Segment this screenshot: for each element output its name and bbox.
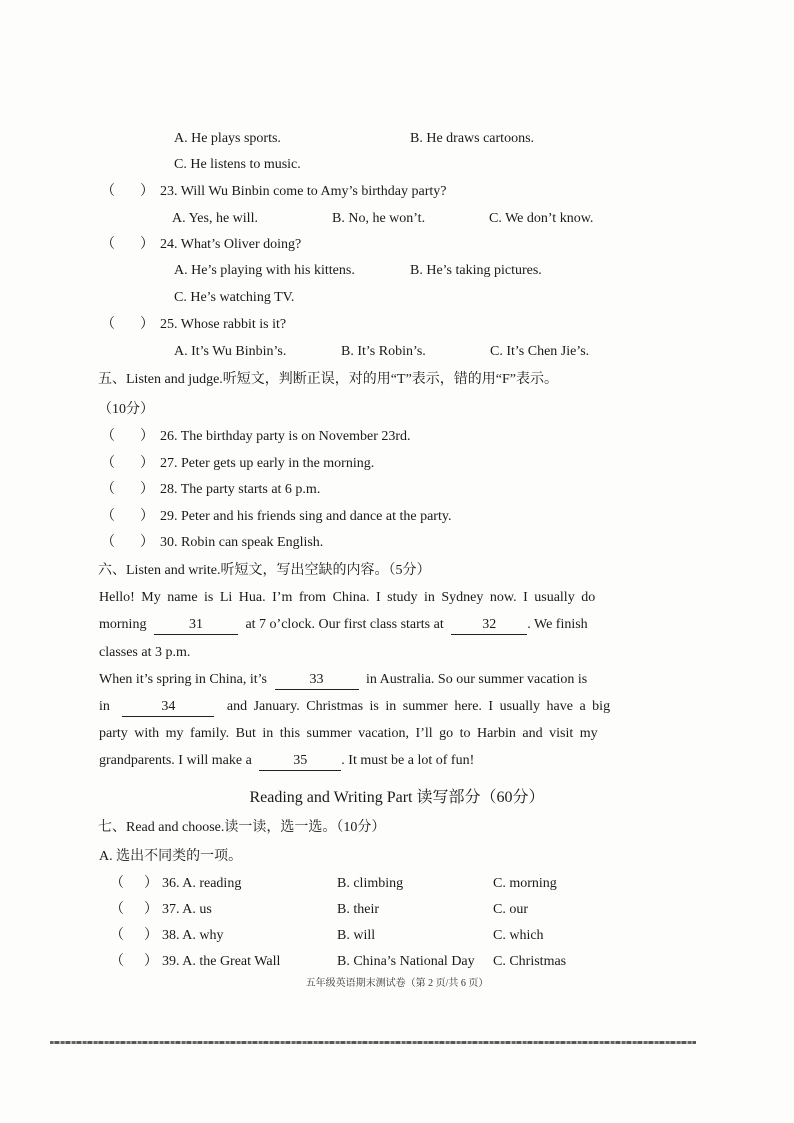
q23-option-a: A. Yes, he will. xyxy=(172,211,258,226)
passage-text: When it’s spring in China, it’s xyxy=(99,672,267,687)
page-bottom-rule xyxy=(50,1041,696,1044)
q29-statement: 29. Peter and his friends sing and dance at the party. xyxy=(160,509,452,524)
q23-bracket-open: （ xyxy=(101,184,115,199)
q24-option-a: A. He’s playing with his kittens. xyxy=(174,263,355,278)
q23-bracket-close: ） xyxy=(140,184,154,199)
blank-34[interactable]: 34 xyxy=(122,698,214,717)
q24-bracket-close: ） xyxy=(140,237,154,252)
q38-option-c: C. which xyxy=(493,928,544,943)
q37-option-a: 37. A. us xyxy=(162,902,212,917)
q37-option-c: C. our xyxy=(493,902,528,917)
q25-bracket-close: ） xyxy=(140,317,154,332)
q24-option-b: B. He’s taking pictures. xyxy=(410,263,542,278)
blank-31[interactable]: 31 xyxy=(154,616,238,635)
passage-line-7 xyxy=(99,752,619,771)
q25-option-a: A. It’s Wu Binbin’s. xyxy=(174,344,287,359)
section7-subheading: A. 选出不同类的一项。 xyxy=(99,849,243,864)
q23-option-b: B. No, he won’t. xyxy=(332,211,426,226)
q37-option-b: B. their xyxy=(337,902,379,917)
q30-bracket-close: ） xyxy=(140,535,154,550)
page-footer: 五年级英语期末测试卷（第 2 页/共 6 页） xyxy=(305,978,489,989)
q30-bracket-open: （ xyxy=(101,535,115,550)
passage-text: at 7 o’clock. Our first class starts at xyxy=(245,617,444,632)
q38-option-b: B. will xyxy=(337,928,376,943)
q36-bracket-open: （ xyxy=(110,876,124,891)
q29-bracket-open: （ xyxy=(101,509,115,524)
section5-score: （10分） xyxy=(98,402,154,417)
q23-option-c: C. We don’t know. xyxy=(489,211,594,226)
passage-text: grandparents. I will make a xyxy=(99,753,252,768)
passage-text: in Australia. So our summer vacation is xyxy=(366,672,588,687)
q23-question: 23. Will Wu Binbin come to Amy’s birthday party? xyxy=(160,184,447,199)
q30-statement: 30. Robin can speak English. xyxy=(160,535,324,550)
passage-line-3: classes at 3 p.m. xyxy=(99,645,191,660)
q26-statement: 26. The birthday party is on November 23rd. xyxy=(160,429,411,444)
q28-statement: 28. The party starts at 6 p.m. xyxy=(160,482,321,497)
passage-text: . We finish xyxy=(527,617,588,632)
q39-option-b: B. China’s National Day xyxy=(337,954,475,969)
q24-question: 24. What’s Oliver doing? xyxy=(160,237,302,252)
blank-35[interactable]: 35 xyxy=(259,752,341,771)
q28-bracket-close: ） xyxy=(140,482,154,497)
passage-text: and January. Christmas is in summer here. I usually have a big xyxy=(226,699,611,714)
q36-option-b: B. climbing xyxy=(337,876,404,891)
q25-question: 25. Whose rabbit is it? xyxy=(160,317,287,332)
q39-option-c: C. Christmas xyxy=(493,954,567,969)
section6-heading: 六、Listen and write.听短文，写出空缺的内容。（5分） xyxy=(98,563,431,578)
blank-33[interactable]: 33 xyxy=(275,671,359,690)
q26-bracket-close: ） xyxy=(140,429,154,444)
q25-option-b: B. It’s Robin’s. xyxy=(341,344,426,359)
q38-bracket-open: （ xyxy=(110,928,124,943)
passage-text: morning xyxy=(99,617,147,632)
q26-bracket-open: （ xyxy=(101,429,115,444)
q37-bracket-open: （ xyxy=(110,902,124,917)
part-title: Reading and Writing Part 读写部分（60分） xyxy=(249,789,545,806)
q24-bracket-open: （ xyxy=(101,237,115,252)
q39-bracket-close: ） xyxy=(144,954,158,969)
q36-option-c: C. morning xyxy=(493,876,557,891)
section7-heading: 七、Read and choose.读一读，选一选。（10分） xyxy=(98,820,386,835)
q27-bracket-close: ） xyxy=(140,456,154,471)
q27-bracket-open: （ xyxy=(101,456,115,471)
q27-statement: 27. Peter gets up early in the morning. xyxy=(160,456,375,471)
q28-bracket-open: （ xyxy=(101,482,115,497)
q29-bracket-close: ） xyxy=(140,509,154,524)
passage-line-2 xyxy=(99,616,619,635)
q38-bracket-close: ） xyxy=(144,928,158,943)
blank-32[interactable]: 32 xyxy=(451,616,527,635)
passage-line-1: Hello! My name is Li Hua. I’m from China. I study in Sydney now. I usually do xyxy=(99,590,596,605)
passage-text: in xyxy=(99,699,110,714)
passage-line-6: party with my family. But in this summer vacation, I’ll go to Harbin and visit my xyxy=(99,726,598,741)
q38-option-a: 38. A. why xyxy=(162,928,224,943)
q22-option-a: A. He plays sports. xyxy=(174,131,281,146)
q24-option-c: C. He’s watching TV. xyxy=(174,290,295,305)
q22-option-b: B. He draws cartoons. xyxy=(410,131,535,146)
q36-bracket-close: ） xyxy=(144,876,158,891)
q25-bracket-open: （ xyxy=(101,317,115,332)
section5-heading: 五、Listen and judge.听短文，判断正误，对的用“T”表示，错的用“F”表示。 xyxy=(98,372,559,387)
q25-option-c: C. It’s Chen Jie’s. xyxy=(490,344,590,359)
q37-bracket-close: ） xyxy=(144,902,158,917)
passage-text: . It must be a lot of fun! xyxy=(341,753,475,768)
q39-bracket-open: （ xyxy=(110,954,124,969)
passage-line-4 xyxy=(99,671,619,690)
q39-option-a: 39. A. the Great Wall xyxy=(162,954,281,969)
q22-option-c: C. He listens to music. xyxy=(174,157,301,172)
q36-option-a: 36. A. reading xyxy=(162,876,242,891)
passage-line-5 xyxy=(99,698,619,717)
